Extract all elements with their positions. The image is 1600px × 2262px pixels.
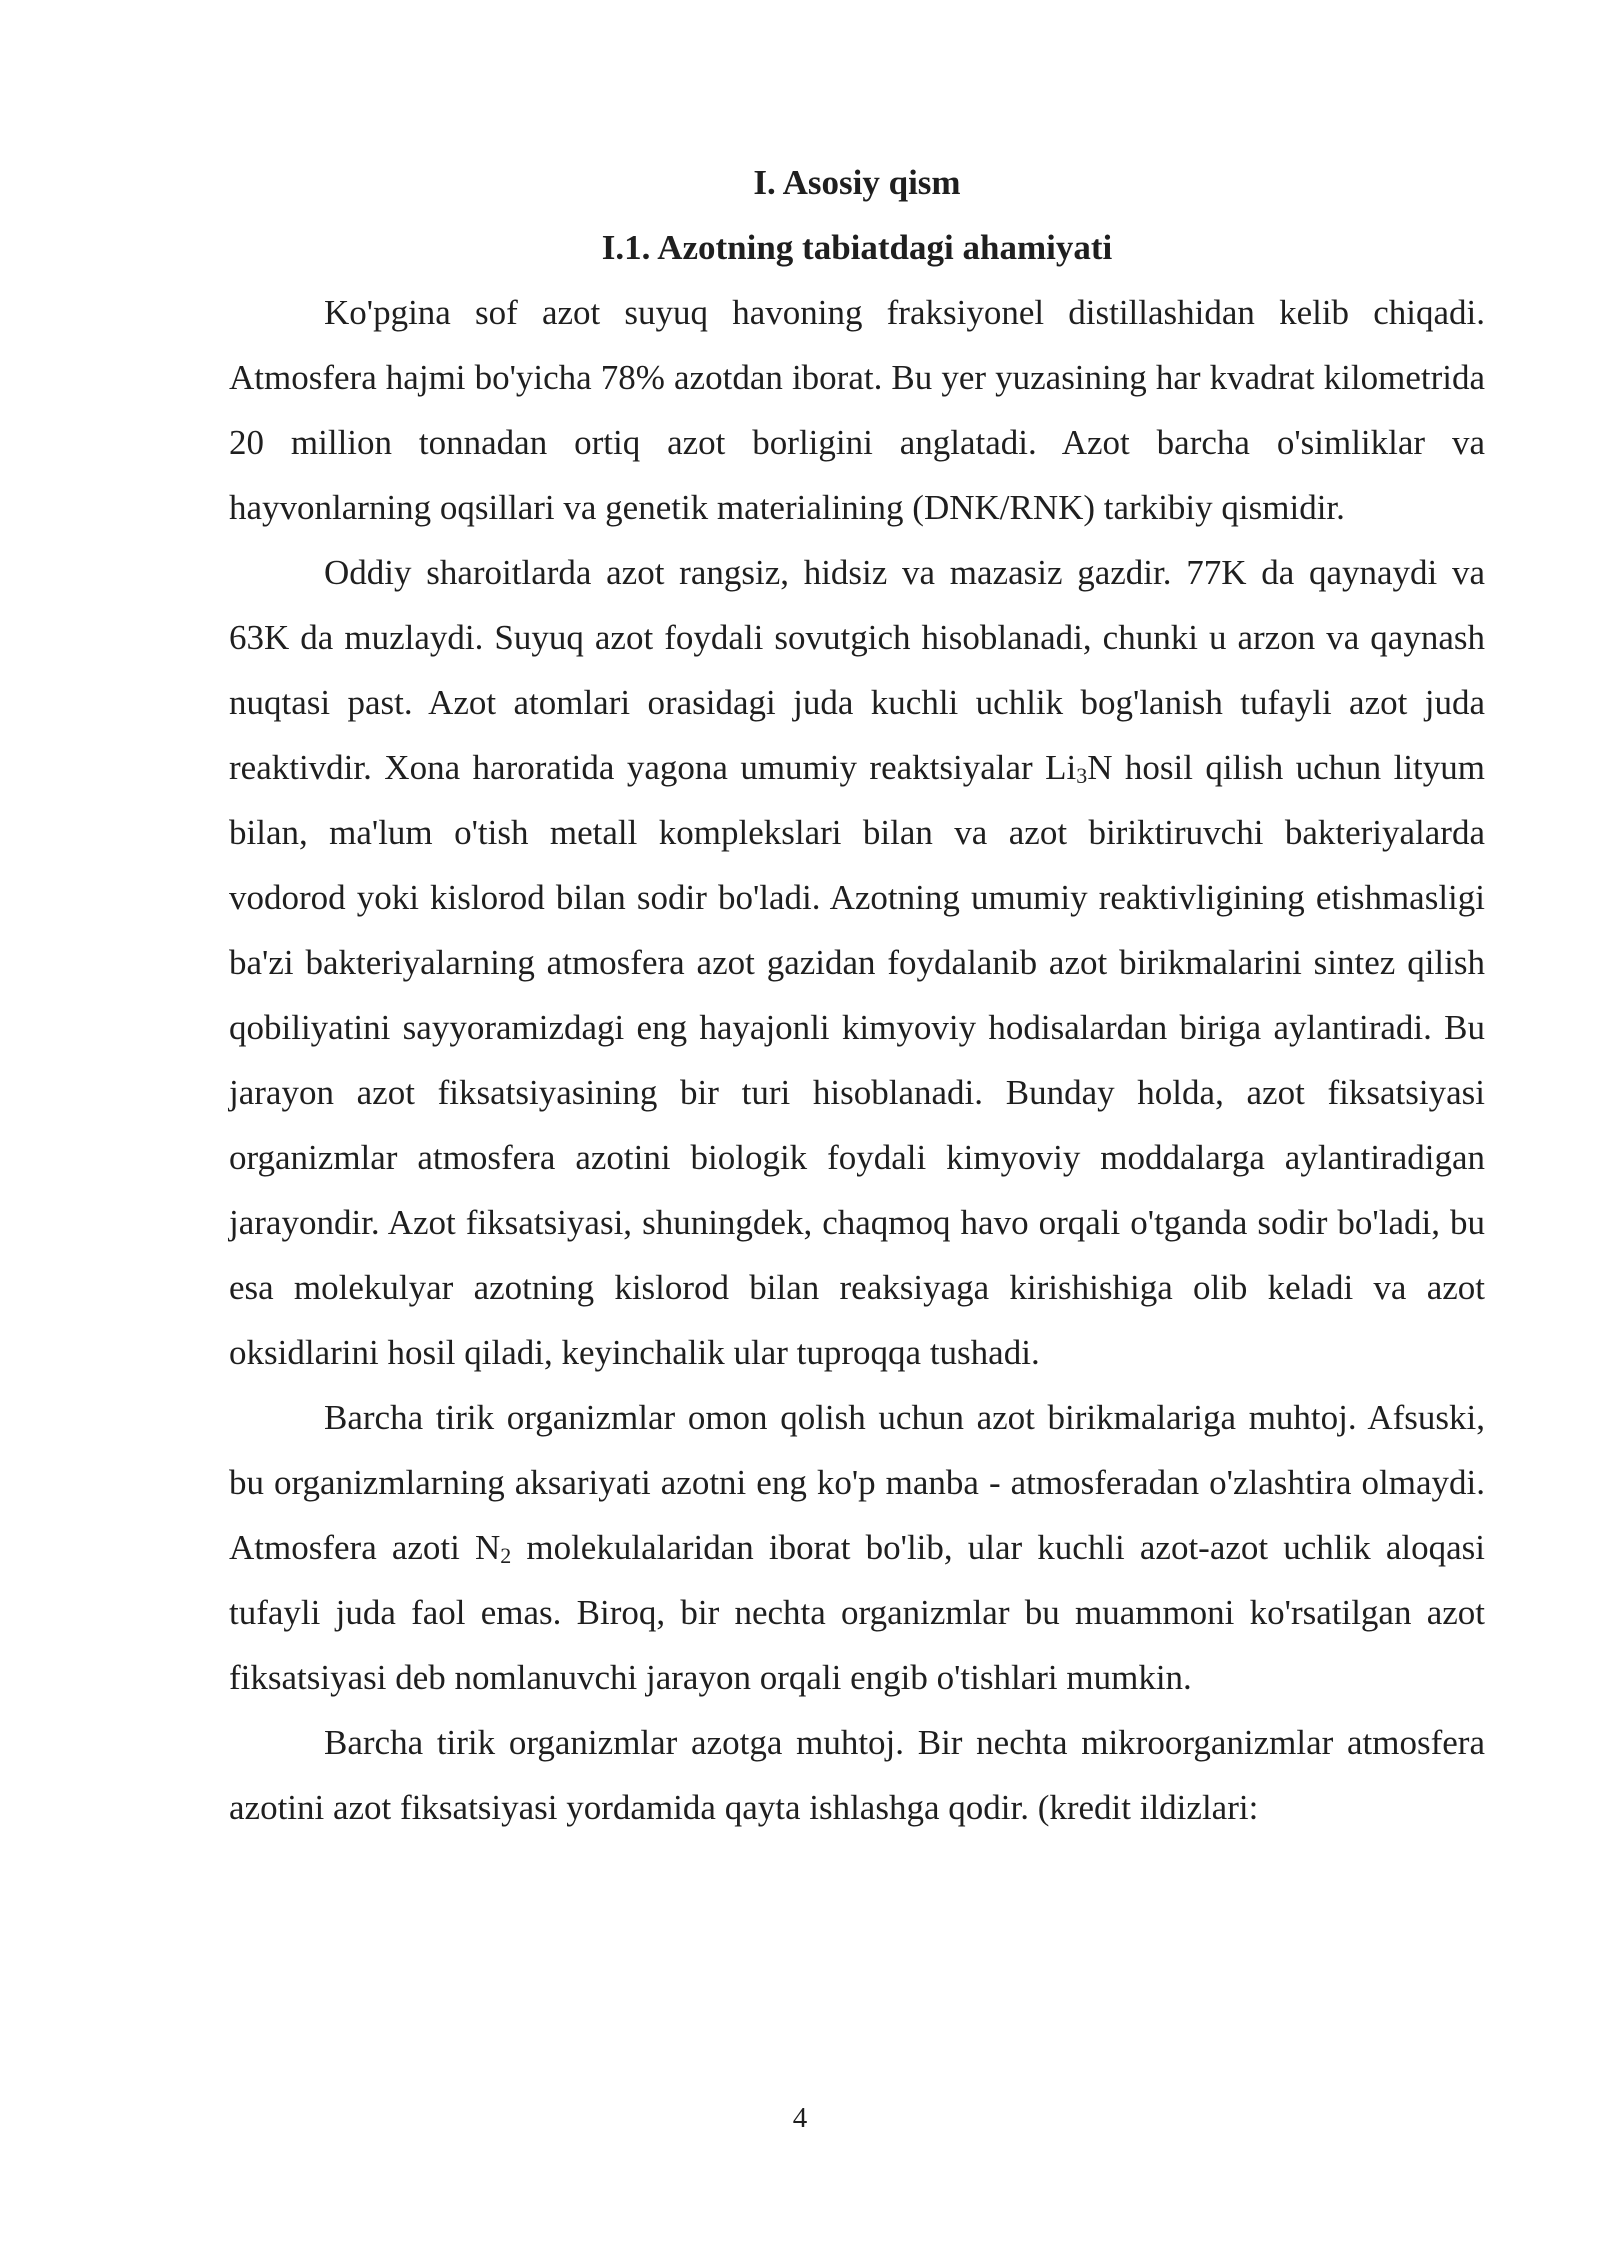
lithium-subscript: 3	[1076, 763, 1088, 788]
paragraph-2-text-b: N hosil qilish uchun lityum bilan, ma'lum o'tish metall komplekslari bilan va azot biriktiruvchi bakteriyalarda vodorod yoki kislorod bilan sodir bo'ladi. Azotning umumiy reaktivligining etishmasligi ba'zi bakteriyalarning atmosfera azot gazidan foydalanib azot birikmalarini sintez qilish qobiliyatini sayyoramizdagi eng hayajonli kimyoviy hodisalardan biriga aylantiradi. Bu jarayon azot fiksatsiyasining bir turi hisoblanadi. Bunday holda, azot fiksatsiyasi organizmlar atmosfera azotini biologik foydali kimyoviy moddalarga aylantiradigan jarayondir. Azot fiksatsiyasi, shuningdek, chaqmoq havo orqali o'tganda sodir bo'ladi, bu esa molekulyar azotning kislorod bilan reaksiyaga kirishishiga olib keladi va azot oksidlarini hosil qiladi, keyinchalik ular tuproqqa tushadi.	[229, 748, 1485, 1372]
page-content	[229, 150, 1485, 1840]
nitrogen-subscript: 2	[500, 1543, 512, 1568]
paragraph-2	[229, 540, 1485, 1385]
section-title: I. Asosiy qism	[753, 163, 961, 202]
paragraph-1	[229, 280, 1485, 540]
paragraph-4-text: Barcha tirik organizmlar azotga muhtoj. Bir nechta mikroorganizmlar atmosfera azotini azot fiksatsiyasi yordamida qayta ishlashga qodir. (kredit ildizlari:	[229, 1723, 1485, 1827]
paragraph-4	[229, 1710, 1485, 1840]
paragraph-3	[229, 1385, 1485, 1710]
paragraph-2-text-a: Oddiy sharoitlarda azot rangsiz, hidsiz va mazasiz gazdir. 77K da qaynaydi va 63K da muzlaydi. Suyuq azot foydali sovutgich hisoblanadi, chunki u arzon va qaynash nuqtasi past. Azot atomlari orasidagi juda kuchli uchlik bog'lanish tufayli azot juda reaktivdir. Xona haroratida yagona umumiy reaktsiyalar Li	[229, 553, 1485, 787]
paragraph-1-text: Ko'pgina sof azot suyuq havoning fraksiyonel distillashidan kelib chiqadi. Atmosfera hajmi bo'yicha 78% azotdan iborat. Bu yer yuzasining har kvadrat kilometrida 20 million tonnadan ortiq azot borligini anglatadi. Azot barcha o'simliklar va hayvonlarning oqsillari va genetik materialining (DNK/RNK) tarkibiy qismidir.	[229, 293, 1485, 527]
page-number: 4	[792, 2102, 808, 2134]
paragraph-3-text-b: molekulalaridan iborat bo'lib, ular kuchli azot-azot uchlik aloqasi tufayli juda faol emas. Biroq, bir nechta organizmlar bu muammoni ko'rsatilgan azot fiksatsiyasi deb nomlanuvchi jarayon orqali engib o'tishlari mumkin.	[229, 1528, 1485, 1697]
subsection-title: I.1. Azotning tabiatdagi ahamiyati	[601, 228, 1113, 267]
paragraph-3-text-a: Barcha tirik organizmlar omon qolish uchun azot birikmalariga muhtoj. Afsuski, bu organizmlarning aksariyati azotni eng ko'p manba - atmosferadan o'zlashtira olmaydi. Atmosfera azoti N	[229, 1398, 1485, 1567]
